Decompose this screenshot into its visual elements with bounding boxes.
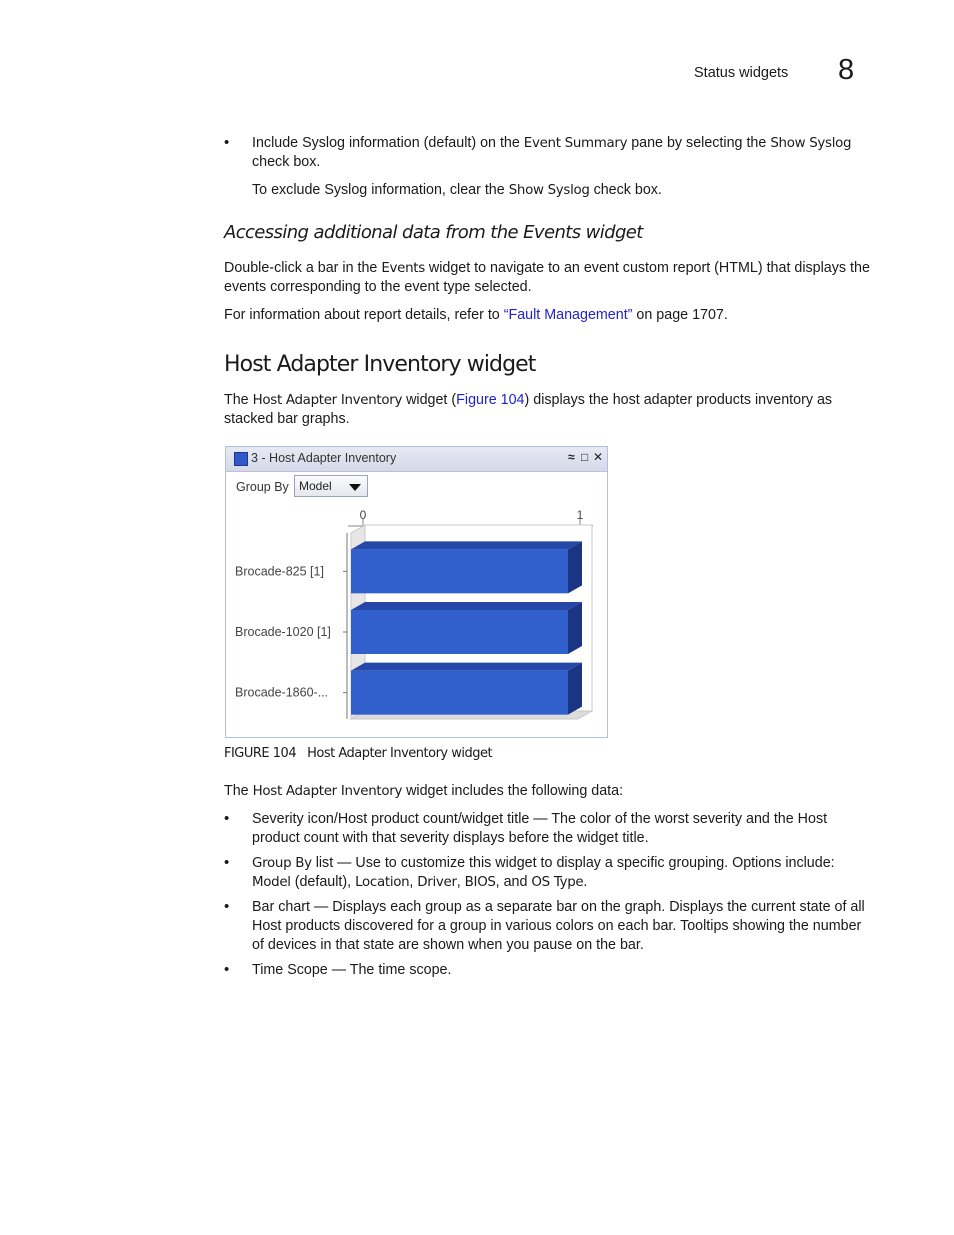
- text: check box.: [589, 182, 662, 198]
- text: widget to navigate to an event custom report (HTML) that displays the events corresponding to the event type selected.: [224, 260, 870, 295]
- text: list — Use to customize this widget to display a specific grouping. Options include:: [311, 855, 835, 871]
- text: , and: [495, 874, 532, 890]
- chapter-number: 8: [838, 54, 855, 86]
- bar-top: [351, 602, 582, 610]
- syslog-exclude-note: [252, 181, 868, 200]
- figure-title: Host Adapter Inventory widget: [307, 746, 493, 761]
- text: • Severity icon/Host product count/widget title — The color of the worst severity and the Host product count with that severity displays before the widget title.: [252, 811, 828, 846]
- text: Double-click a bar in the: [224, 260, 382, 276]
- bar-side: [568, 602, 582, 654]
- bar: [351, 610, 568, 654]
- ui-term: Event Summary: [523, 136, 628, 151]
- list-item: [224, 854, 868, 892]
- collapse-icon[interactable]: ≈: [568, 450, 575, 464]
- x-tick-label: 1: [576, 508, 584, 522]
- close-icon[interactable]: ✕: [593, 450, 604, 464]
- events-paragraph: [224, 259, 870, 297]
- text: on page 1707.: [632, 307, 728, 323]
- bar-top: [351, 663, 582, 671]
- fault-management-link[interactable]: “Fault Management”: [503, 307, 633, 323]
- bar: [351, 549, 568, 593]
- maximize-icon[interactable]: □: [581, 450, 589, 464]
- text: ,: [456, 874, 465, 890]
- group-by-value: Model: [299, 479, 332, 493]
- text: pane by selecting the: [627, 135, 771, 151]
- text: The: [224, 783, 253, 799]
- text: ) displays the host adapter products inventory as stacked bar graphs.: [224, 392, 833, 427]
- ui-term: Host Adapter Inventory: [252, 784, 403, 799]
- section-heading-host-adapter: Host Adapter Inventory widget: [224, 352, 536, 377]
- list-item: [224, 810, 868, 848]
- text: (default),: [290, 874, 356, 890]
- text: • Time Scope — The time scope.: [252, 962, 452, 978]
- figure-104-link[interactable]: Figure 104: [456, 392, 525, 408]
- list-item: [224, 961, 868, 980]
- bar-top: [351, 541, 582, 549]
- text: widget (: [402, 392, 457, 408]
- ui-term: Model: [252, 875, 291, 890]
- text: Include Syslog information (default) on the: [252, 135, 524, 151]
- ui-term: Show Syslog: [508, 183, 590, 198]
- ui-term: Show Syslog: [770, 136, 852, 151]
- bar-side: [568, 663, 582, 715]
- running-header-section: Status widgets: [694, 65, 789, 81]
- data-intro-paragraph: [224, 782, 870, 801]
- bar: [351, 671, 568, 715]
- y-tick-label: Brocade-1860-...: [235, 685, 329, 700]
- text: The: [224, 392, 253, 408]
- host-adapter-intro: [224, 391, 864, 429]
- bar-side: [568, 541, 582, 593]
- widget-data-list: [224, 810, 868, 980]
- syslog-bullet-block: [224, 134, 868, 200]
- figure-caption: [224, 746, 492, 761]
- list-item: [224, 898, 868, 955]
- ui-term: OS Type: [531, 875, 584, 890]
- widget-title: 3 - Host Adapter Inventory: [251, 451, 397, 465]
- ui-term: Host Adapter Inventory: [252, 393, 403, 408]
- ui-term: Events: [381, 261, 425, 276]
- y-tick-label: Brocade-825 [1]: [235, 564, 324, 579]
- syslog-bullet: [224, 134, 868, 200]
- text: To exclude Syslog information, clear the: [252, 182, 509, 198]
- report-details-paragraph: [224, 306, 870, 325]
- text: ,: [409, 874, 418, 890]
- ui-term: Location: [355, 875, 410, 890]
- figure-number: FIGURE 104: [224, 746, 297, 761]
- inventory-bar-chart: [226, 447, 607, 737]
- text: • Bar chart — Displays each group as a separate bar on the graph. Displays the current state of all Host products discovered for a group in various colors on each bar. Tooltips showing the number of devices in that state are shown when you pause on the bar.: [252, 899, 865, 953]
- ui-term: Group By: [252, 856, 312, 871]
- group-by-label: Group By: [236, 480, 289, 494]
- text: For information about report details, refer to: [224, 307, 504, 323]
- section-heading-events: Accessing additional data from the Events widget: [224, 222, 643, 243]
- x-tick-label: 0: [359, 508, 367, 522]
- ui-term: BIOS: [464, 875, 496, 890]
- ui-term: Driver: [417, 875, 457, 890]
- text: check box.: [252, 154, 321, 170]
- host-adapter-inventory-widget: [225, 446, 608, 738]
- text: .: [583, 874, 588, 890]
- y-tick-label: Brocade-1020 [1]: [235, 625, 331, 639]
- text: widget includes the following data:: [402, 783, 624, 799]
